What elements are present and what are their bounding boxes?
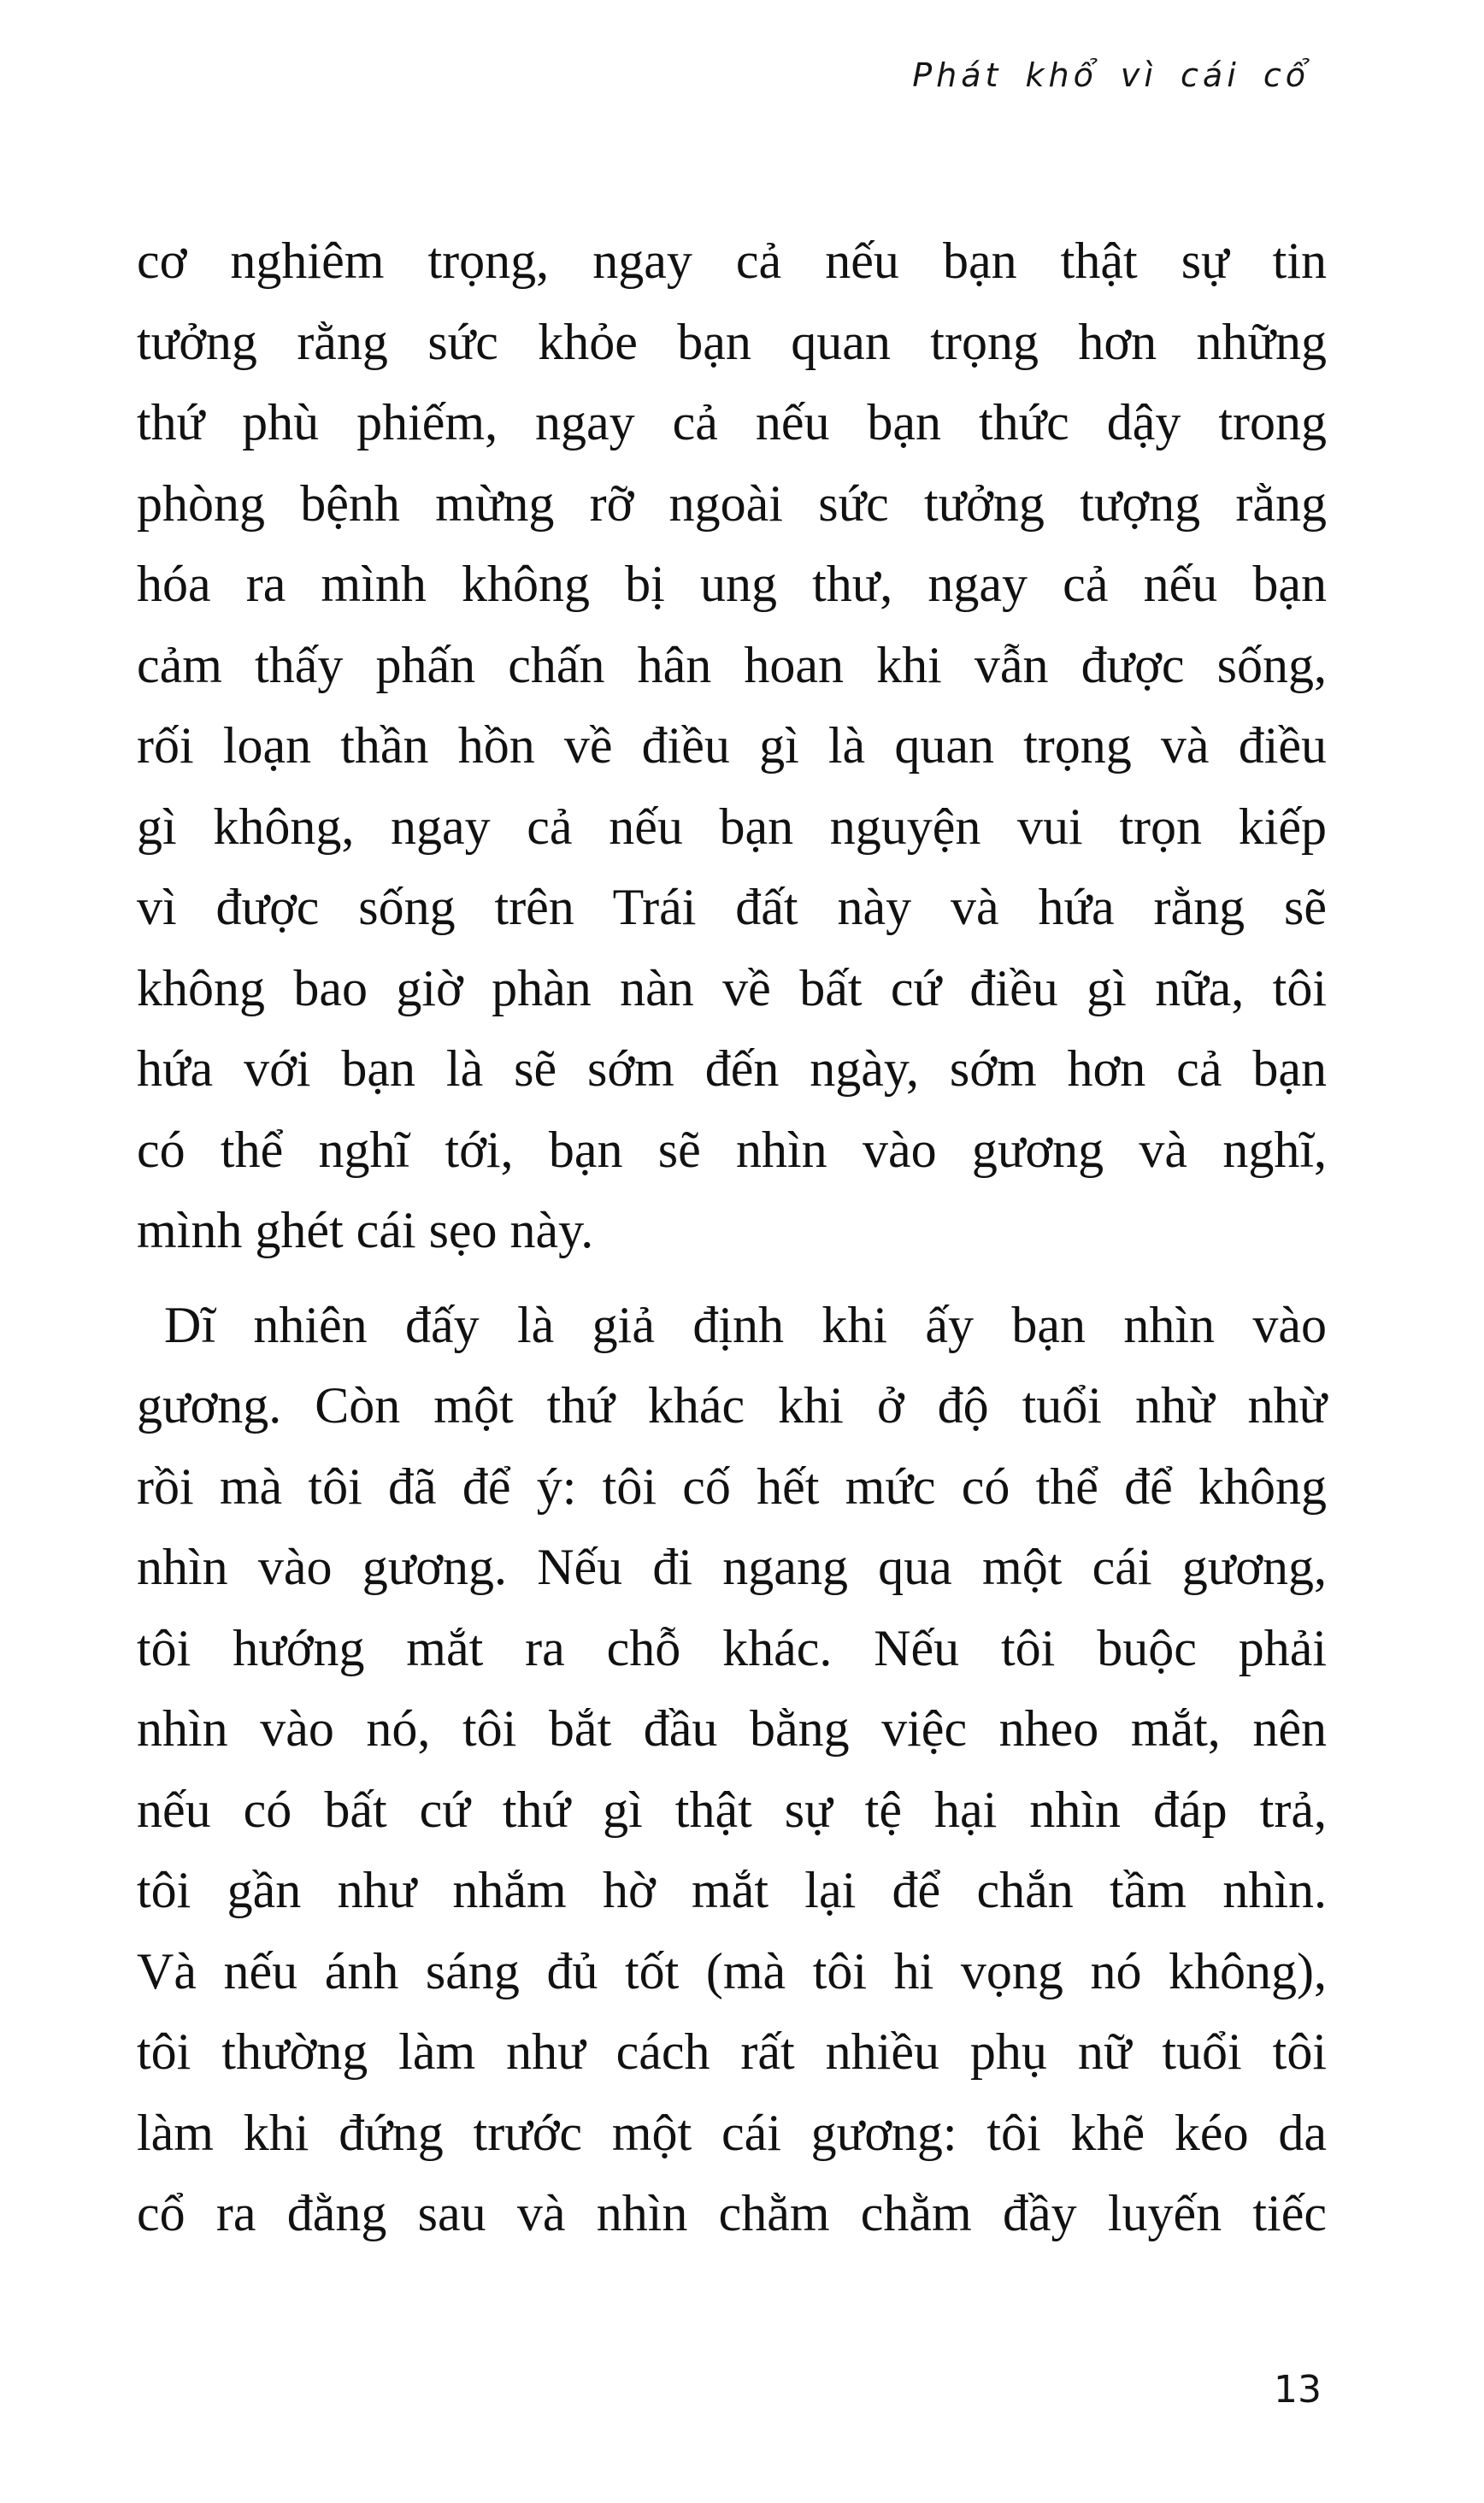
paragraph-1: [137, 221, 1327, 1271]
text-line: cảm thấy phấn chấn hân hoan khi vẫn được sống,: [137, 636, 1327, 693]
text-line: tưởng rằng sức khỏe bạn quan trọng hơn những: [137, 313, 1327, 370]
text-line: rồi mà tôi đã để ý: tôi cố hết mức có thể để không: [137, 1458, 1327, 1515]
text-line: hóa ra mình không bị ung thư, ngay cả nếu bạn: [137, 556, 1327, 612]
text-line: tôi thường làm như cách rất nhiều phụ nữ tuổi tôi: [137, 2023, 1327, 2080]
text-line: rối loạn thần hồn về điều gì là quan trọng và điều: [137, 717, 1327, 774]
text-line: cổ ra đằng sau và nhìn chằm chằm đầy luyến tiếc: [137, 2185, 1327, 2241]
page-number: 13: [1274, 2368, 1322, 2412]
paragraph-gap: [137, 1271, 1327, 1285]
text-line: Và nếu ánh sáng đủ tốt (mà tôi hi vọng nó không),: [137, 1942, 1327, 1999]
text-line: phòng bệnh mừng rỡ ngoài sức tưởng tượng rằng: [137, 474, 1327, 532]
text-line: có thể nghĩ tới, bạn sẽ nhìn vào gương và nghĩ,: [137, 1121, 1327, 1178]
running-header-title: Phát khổ vì cái cổ: [912, 56, 1310, 94]
text-line: vì được sống trên Trái đất này và hứa rằng sẽ: [137, 879, 1327, 935]
text-line: không bao giờ phàn nàn về bất cứ điều gì nữa, tôi: [137, 959, 1327, 1016]
paragraph-2: [137, 1285, 1327, 2254]
text-line: tôi hướng mắt ra chỗ khác. Nếu tôi buộc phải: [137, 1619, 1327, 1676]
text-line: hứa với bạn là sẽ sớm đến ngày, sớm hơn cả bạn: [137, 1040, 1327, 1097]
text-line: gì không, ngay cả nếu bạn nguyện vui trọn kiếp: [137, 798, 1327, 855]
text-line: mình ghét cái sẹo này.: [137, 1202, 594, 1258]
text-line: làm khi đứng trước một cái gương: tôi khẽ kéo da: [137, 2104, 1327, 2161]
text-line: cơ nghiêm trọng, ngay cả nếu bạn thật sự tin: [137, 233, 1327, 289]
text-line: Dĩ nhiên đấy là giả định khi ấy bạn nhìn vào: [164, 1296, 1327, 1353]
text-line: thứ phù phiếm, ngay cả nếu bạn thức dậy trong: [137, 394, 1327, 451]
text-line: nếu có bất cứ thứ gì thật sự tệ hại nhìn đáp trả,: [137, 1781, 1327, 1838]
text-line: nhìn vào nó, tôi bắt đầu bằng việc nheo mắt, nên: [137, 1700, 1327, 1757]
text-line: tôi gần như nhắm hờ mắt lại để chắn tầm nhìn.: [137, 1862, 1327, 1918]
text-line: gương. Còn một thứ khác khi ở độ tuổi nhừ nhừ: [137, 1377, 1327, 1434]
text-line: nhìn vào gương. Nếu đi ngang qua một cái gương,: [137, 1539, 1327, 1595]
page-body: [137, 221, 1327, 2254]
